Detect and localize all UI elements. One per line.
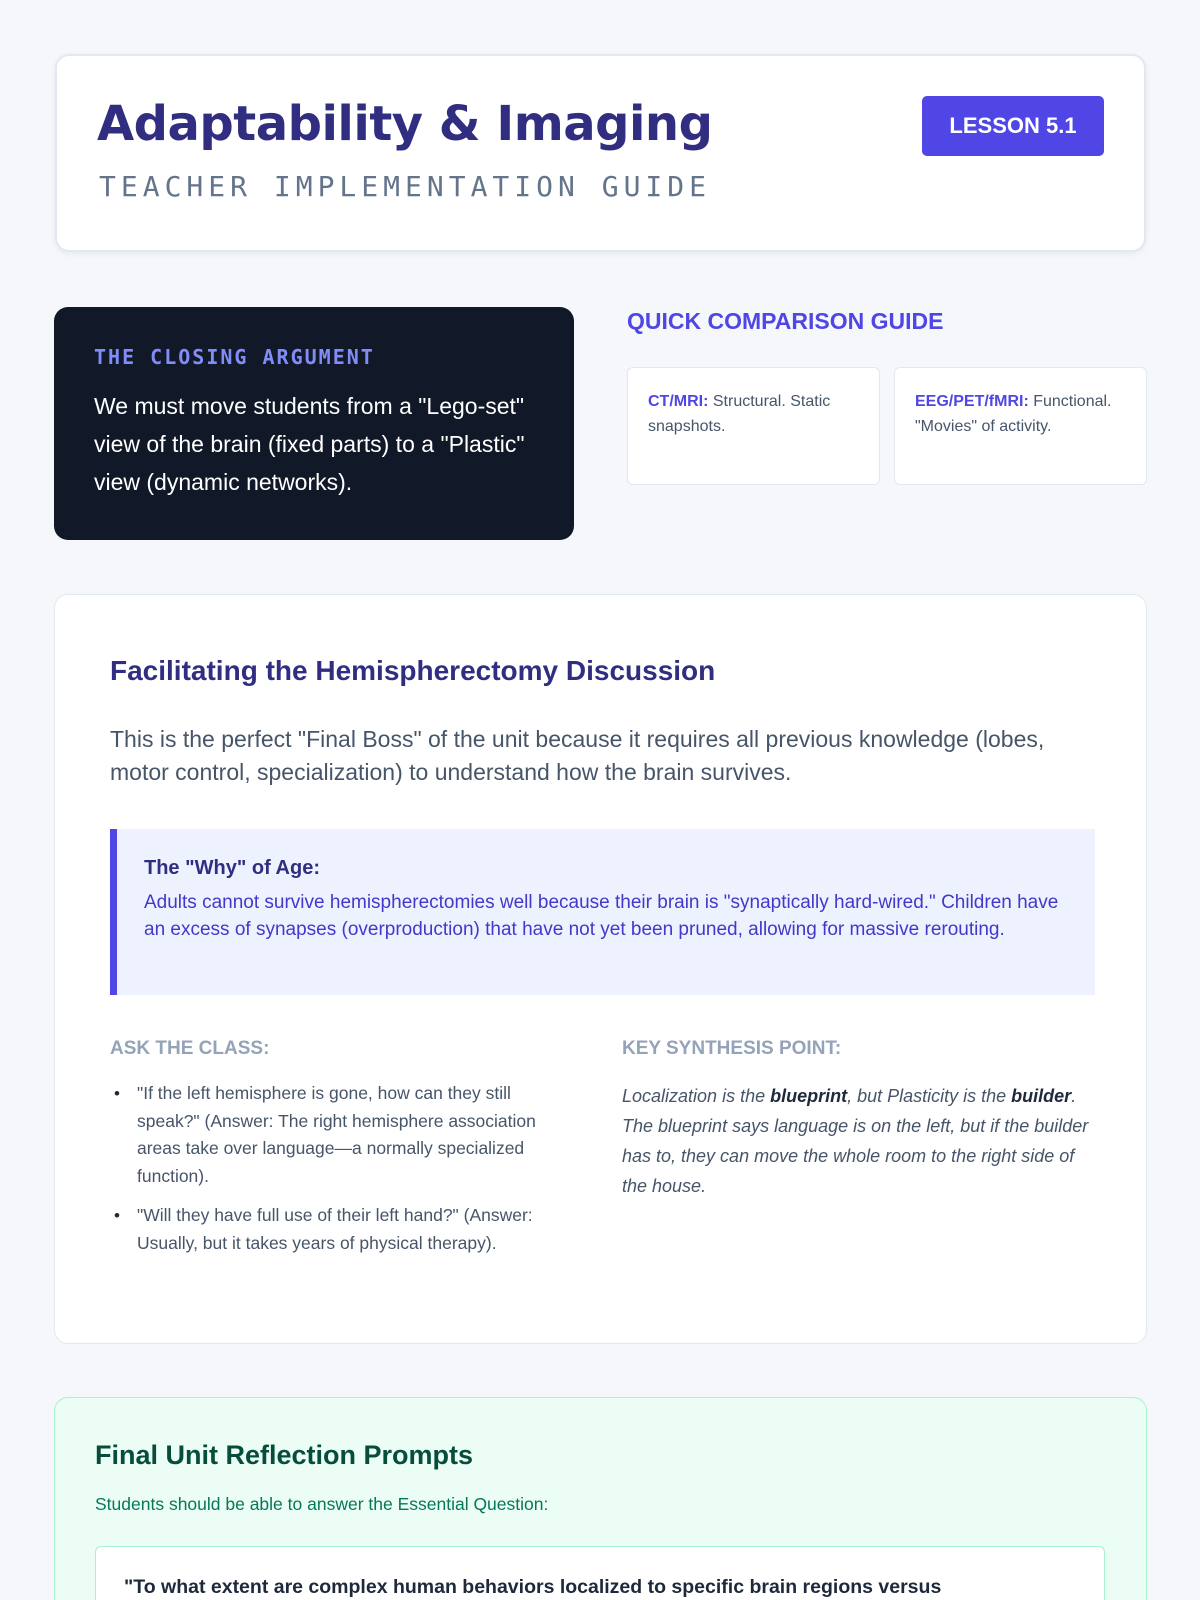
- reflection-subtitle: Students should be able to answer the Essential Question:: [95, 1494, 549, 1514]
- synthesis-text: [622, 1081, 1097, 1201]
- lesson-badge: LESSON 5.1: [922, 96, 1104, 156]
- synthesis-part: . The blueprint says language is on the left, but if the builder has to, they can move the whole room to the right side of the house.: [622, 1086, 1089, 1196]
- synthesis-emphasis: builder: [1011, 1086, 1072, 1106]
- comparison-card-functional: [894, 367, 1147, 485]
- why-of-age-text: Adults cannot survive hemispherectomies well because their brain is "synaptically hard-wired." Children have an excess of synapses (overproduction) that have not yet been pruned, allowing for massive rerouting.: [144, 892, 1059, 940]
- comparison-description: Structural. Static snapshots.: [648, 393, 831, 435]
- synthesis-part: Localization is the: [622, 1086, 771, 1106]
- synthesis-part: , but Plasticity is the: [847, 1086, 1012, 1106]
- comparison-guide-title: QUICK COMPARISON GUIDE: [627, 308, 944, 334]
- bullet-icon: •: [114, 1084, 120, 1103]
- synthesis-emphasis: blueprint: [770, 1086, 848, 1106]
- page-subtitle: TEACHER IMPLEMENTATION GUIDE: [99, 170, 712, 203]
- reflection-card: [54, 1397, 1147, 1600]
- ask-class-list: [110, 1080, 570, 1269]
- page-title: Adaptability & Imaging: [97, 96, 713, 152]
- why-of-age-callout: [110, 829, 1095, 995]
- synthesis-heading: KEY SYNTHESIS POINT:: [622, 1038, 842, 1059]
- closing-argument-text: We must move students from a "Lego-set" view of the brain (fixed parts) to a "Plastic" view (dynamic networks).: [94, 393, 525, 495]
- list-item-text: "Will they have full use of their left hand?" (Answer: Usually, but it takes years of physical therapy).: [137, 1205, 533, 1253]
- bullet-icon: •: [114, 1206, 120, 1225]
- comparison-card-structural: [627, 367, 880, 485]
- closing-argument-label: THE CLOSING ARGUMENT: [94, 345, 375, 369]
- comparison-term: EEG/PET/fMRI:: [915, 393, 1029, 410]
- essential-question-text: "To what extent are complex human behaviors localized to specific brain regions versus: [124, 1576, 942, 1598]
- discussion-intro: This is the perfect "Final Boss" of the unit because it requires all previous knowledge (lobes, motor control, specialization) to understand how the brain survives.: [110, 726, 1045, 785]
- list-item: [110, 1080, 570, 1190]
- comparison-term: CT/MRI:: [648, 393, 709, 410]
- comparison-description: Functional. "Movies" of activity.: [915, 393, 1112, 435]
- header-card: [55, 54, 1146, 252]
- ask-class-heading: ASK THE CLASS:: [110, 1038, 270, 1059]
- discussion-card: [54, 594, 1147, 1344]
- essential-question-box: [95, 1546, 1105, 1600]
- list-item-text: "If the left hemisphere is gone, how can they still speak?" (Answer: The right hemisphere association areas take over language—a normally specialized function).: [137, 1083, 536, 1186]
- closing-argument-card: [54, 307, 574, 540]
- reflection-title: Final Unit Reflection Prompts: [95, 1440, 474, 1470]
- list-item: [110, 1202, 570, 1257]
- discussion-title: Facilitating the Hemispherectomy Discussion: [110, 655, 716, 686]
- why-of-age-title: The "Why" of Age:: [144, 857, 320, 879]
